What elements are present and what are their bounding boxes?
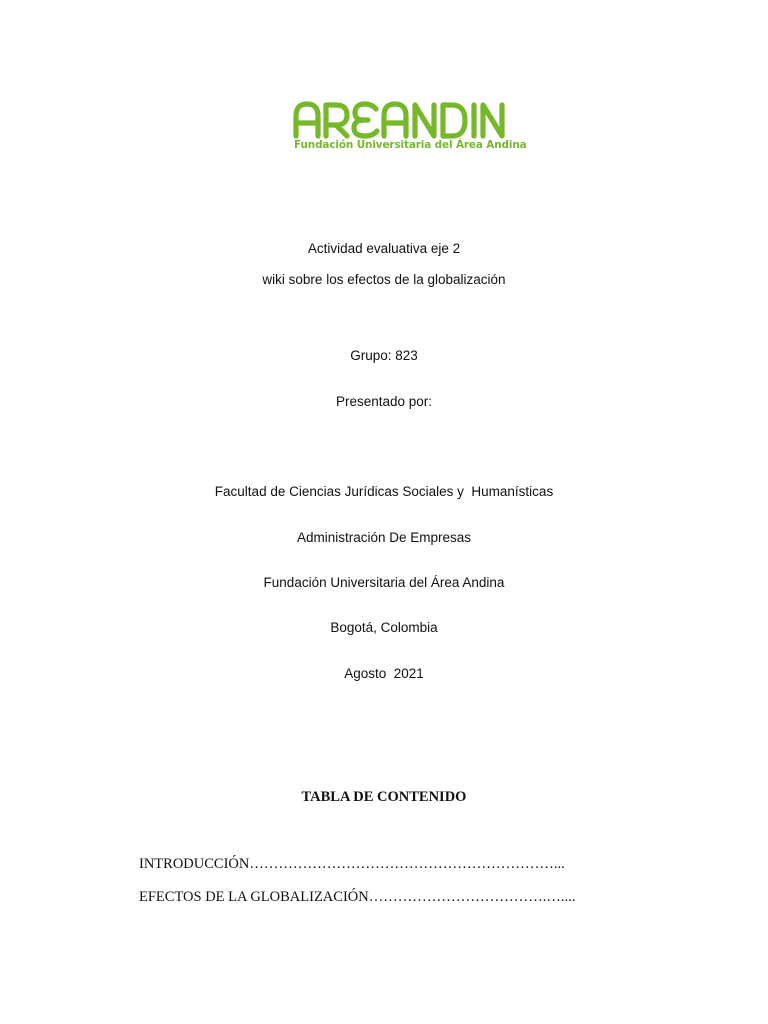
group-line: Grupo: 823 [350,348,418,363]
presented-by-line: Presentado por: [335,394,433,409]
program-line: Administración De Empresas [296,530,472,545]
areandina-logo [292,98,527,158]
city-line: Bogotá, Colombia [330,620,438,635]
logo-subtitle: Fundación Universitaria del Área Andina [294,139,527,151]
institution-line: Fundación Universitaria del Área Andina [263,575,505,590]
toc-entry[interactable] [139,889,575,906]
toc-entry-label: EFECTOS DE LA GLOBALIZACIÓN [139,889,369,905]
toc-entry-leader: ……………………………….….... [368,889,576,905]
toc-entry-label: INTRODUCCIÓN [139,856,250,872]
date-line: Agosto 2021 [344,666,424,681]
toc-title: TABLA DE CONTENIDO [301,789,467,805]
faculty-line: Facultad de Ciencias Jurídicas Sociales y Humanísticas [214,484,554,499]
areandina-wordmark [292,98,524,140]
topic-line: wiki sobre los efectos de la globalización [262,272,506,287]
toc-entry-leader: ………………………………………………………... [249,856,565,872]
activity-title: Actividad evaluativa eje 2 [307,241,461,256]
toc-entry[interactable] [139,856,565,873]
